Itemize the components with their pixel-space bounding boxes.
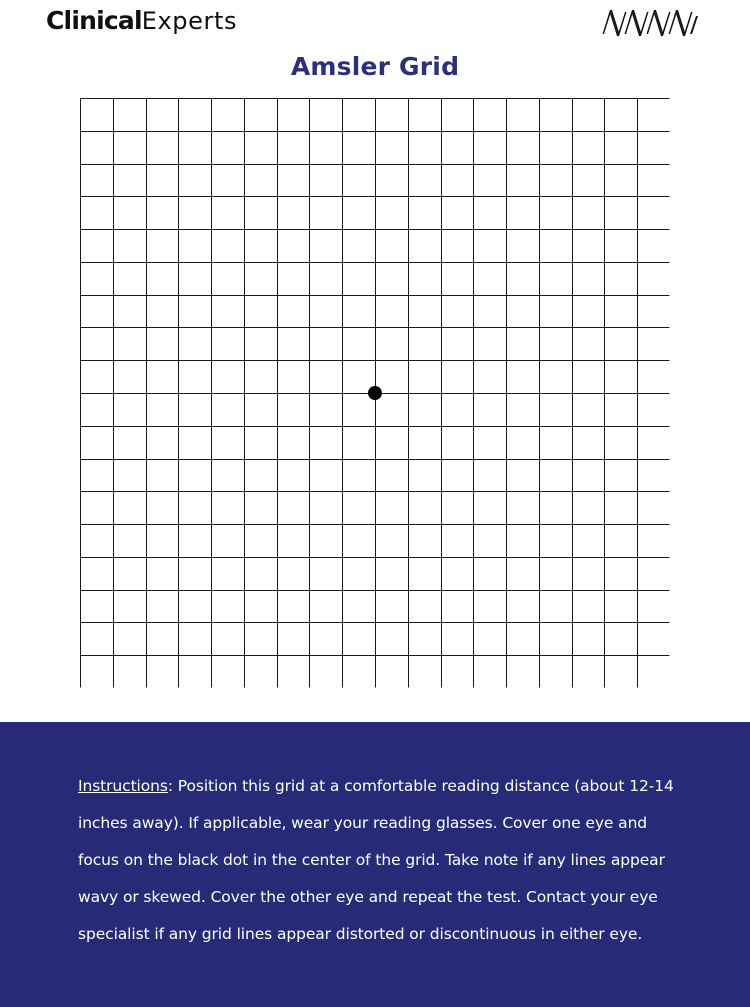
brand-name-light: Experts xyxy=(141,7,238,35)
central-fixation-dot xyxy=(368,386,382,400)
instructions-panel xyxy=(0,722,750,1007)
brand-name-bold: Clinical xyxy=(46,6,142,35)
instructions-text xyxy=(78,768,674,953)
navaa-logo-icon xyxy=(602,8,698,38)
page-header xyxy=(0,0,750,48)
amsler-grid xyxy=(80,98,670,688)
instructions-separator: : xyxy=(167,776,178,795)
instructions-body: Position this grid at a comfortable reading distance (about 12-14 inches away). If applicable, wear your reading glasses. Cover one eye and focus on the black dot in the center of the grid. Take note if any lines appear wavy or skewed. Cover the other eye and repeat the test. Contact your eye specialist if any grid lines appear distorted or discontinuous in either eye. xyxy=(78,776,674,943)
brand-logo xyxy=(46,6,237,36)
page-title: Amsler Grid xyxy=(290,52,460,81)
instructions-label: Instructions xyxy=(78,776,168,795)
amsler-grid-svg xyxy=(80,98,670,688)
